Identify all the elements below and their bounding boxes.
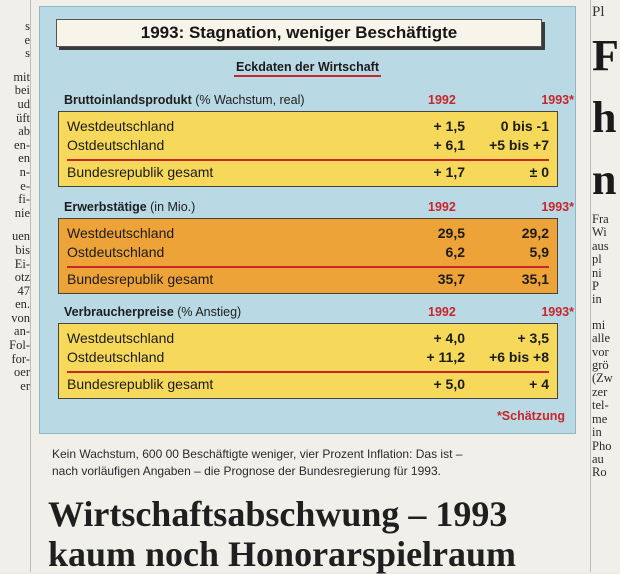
red-divider: [67, 159, 549, 161]
value-1993: 29,2: [521, 225, 549, 241]
year-1992-label: 1992: [428, 93, 456, 107]
section-header-gdp: [64, 93, 574, 109]
left-fragment: for-: [11, 351, 30, 366]
left-fragment: s: [25, 46, 30, 61]
year-1993-label: 1993*: [541, 93, 574, 107]
right-fragment: grö: [592, 358, 609, 373]
column-rule-right: [590, 0, 591, 572]
left-fragment: ab: [18, 124, 30, 139]
table-row: [67, 330, 551, 349]
infographic-title: 1993: Stagnation, weniger Beschäftigte: [56, 19, 542, 47]
right-fragment: au: [592, 451, 604, 466]
table-row: [67, 118, 551, 137]
row-name: Westdeutschland: [67, 118, 175, 134]
headline-line: kaum noch Honorarspielraum: [48, 534, 517, 574]
right-fragment: mi: [592, 317, 606, 332]
left-fragment: bis: [15, 242, 30, 257]
column-rule-left: [30, 0, 31, 572]
right-fragment: vor: [592, 344, 609, 359]
panel-employed: [58, 218, 558, 294]
row-name: Bundesrepublik gesamt: [67, 164, 214, 180]
panel-prices: [58, 323, 558, 399]
infographic-subtitle: [40, 60, 575, 74]
table-row: [67, 244, 551, 263]
right-fragment: in: [592, 292, 602, 307]
section-label-bold: Verbraucherpreise: [64, 305, 174, 319]
value-1993: +5 bis +7: [489, 137, 549, 153]
left-fragment: 47: [17, 283, 30, 298]
left-column-fragments: [0, 0, 30, 572]
section-label-bold: Bruttoinlandsprodukt: [64, 93, 192, 107]
section-label: [64, 305, 241, 319]
value-1993: 5,9: [529, 244, 549, 260]
infographic-box: [39, 6, 576, 434]
section-label-rest: (% Wachstum, real): [191, 93, 305, 107]
value-1993: 0 bis -1: [500, 118, 549, 134]
left-fragment: en-: [14, 137, 30, 152]
left-fragment: mit: [13, 69, 30, 84]
year-1993-label: 1993*: [541, 200, 574, 214]
right-fragment: ni: [592, 265, 602, 280]
right-fragment: Ro: [592, 465, 607, 480]
section-label-rest: (% Anstieg): [173, 305, 242, 319]
left-fragment: e: [24, 32, 30, 47]
year-1992-label: 1992: [428, 200, 456, 214]
section-label: [64, 93, 305, 107]
section-label-bold: Erwerbstätige: [64, 200, 147, 214]
right-fragment: pl: [592, 252, 602, 267]
right-fragment: aus: [592, 238, 609, 253]
section-label: [64, 200, 195, 214]
left-fragment: er: [20, 378, 30, 393]
right-headline-letter: F: [592, 31, 619, 80]
article-headline: [48, 494, 588, 574]
right-fragment: Pho: [592, 438, 612, 453]
row-name: Westdeutschland: [67, 330, 175, 346]
section-label-rest: (in Mio.): [146, 200, 196, 214]
right-headline-letter: n: [592, 155, 617, 204]
left-fragment: uen: [11, 229, 30, 244]
right-column-header: Pl: [592, 4, 605, 20]
right-fragment: Wi: [592, 225, 607, 240]
value-1992: + 11,2: [426, 349, 465, 365]
total-row: [67, 164, 551, 183]
year-1992-label: 1992: [428, 305, 456, 319]
section-header-employed: [64, 200, 574, 216]
red-divider: [67, 371, 549, 373]
left-fragment: otz: [14, 270, 30, 285]
left-fragment: oer: [14, 365, 30, 380]
right-headline-letter: h: [592, 93, 617, 142]
red-divider: [67, 266, 549, 268]
value-1992: 29,5: [437, 225, 465, 241]
row-name: Ostdeutschland: [67, 137, 165, 153]
right-fragment: tel-: [592, 398, 609, 413]
right-fragment: zer: [592, 384, 608, 399]
left-fragment: e-: [20, 178, 30, 193]
row-name: Westdeutschland: [67, 225, 175, 241]
headline-line: Wirtschaftsabschwung – 1993: [48, 494, 508, 534]
left-fragment: üft: [16, 110, 30, 125]
subtitle-text: Eckdaten der Wirtschaft: [234, 60, 381, 77]
right-fragment: P: [592, 279, 599, 294]
left-fragment: en: [18, 151, 30, 166]
infographic-caption: [52, 446, 572, 480]
row-name: Ostdeutschland: [67, 244, 165, 260]
left-fragment: Fol-: [9, 338, 30, 353]
value-1992: + 1,7: [433, 164, 465, 180]
total-row: [67, 271, 551, 290]
value-1993: 35,1: [521, 271, 549, 287]
row-name: Bundesrepublik gesamt: [67, 271, 214, 287]
left-fragment: von: [11, 310, 30, 325]
value-1993: + 4: [529, 376, 549, 392]
value-1993: +6 bis +8: [489, 349, 549, 365]
year-1993-label: 1993*: [541, 305, 574, 319]
left-fragment: Ei-: [14, 256, 30, 271]
table-row: [67, 349, 551, 368]
right-fragment: (Zw: [592, 371, 613, 386]
left-fragment: ud: [17, 96, 30, 111]
right-fragment: me: [592, 411, 608, 426]
right-column-fragments: [592, 0, 620, 572]
value-1992: + 5,0: [433, 376, 465, 392]
row-name: Bundesrepublik gesamt: [67, 376, 214, 392]
table-row: [67, 137, 551, 156]
panel-gdp: [58, 111, 558, 187]
left-fragment: an-: [14, 324, 30, 339]
value-1992: 6,2: [445, 244, 465, 260]
left-fragment: n-: [19, 164, 30, 179]
total-row: [67, 376, 551, 395]
section-header-prices: [64, 305, 574, 321]
right-fragment: Fra: [592, 212, 609, 226]
left-fragment: s: [25, 19, 30, 33]
value-1993: + 3,5: [517, 330, 549, 346]
estimate-footnote: *Schätzung: [496, 409, 565, 423]
value-1992: + 1,5: [433, 118, 465, 134]
value-1993: ± 0: [529, 164, 549, 180]
left-fragment: nie: [14, 205, 30, 220]
right-fragment: in: [592, 425, 602, 440]
caption-line: Kein Wachstum, 600 00 Beschäftigte weniger, vier Prozent Inflation: Das ist –: [52, 447, 463, 461]
caption-line: nach vorläufigen Angaben – die Prognose der Bundesregierung für 1993.: [52, 464, 441, 478]
right-fragment: alle: [592, 331, 611, 346]
row-name: Ostdeutschland: [67, 349, 165, 365]
value-1992: + 4,0: [433, 330, 465, 346]
value-1992: + 6,1: [433, 137, 465, 153]
left-fragment: bei: [14, 83, 30, 98]
left-fragment: en.: [15, 297, 30, 312]
value-1992: 35,7: [437, 271, 465, 287]
table-row: [67, 225, 551, 244]
left-fragment: fi-: [18, 192, 30, 207]
